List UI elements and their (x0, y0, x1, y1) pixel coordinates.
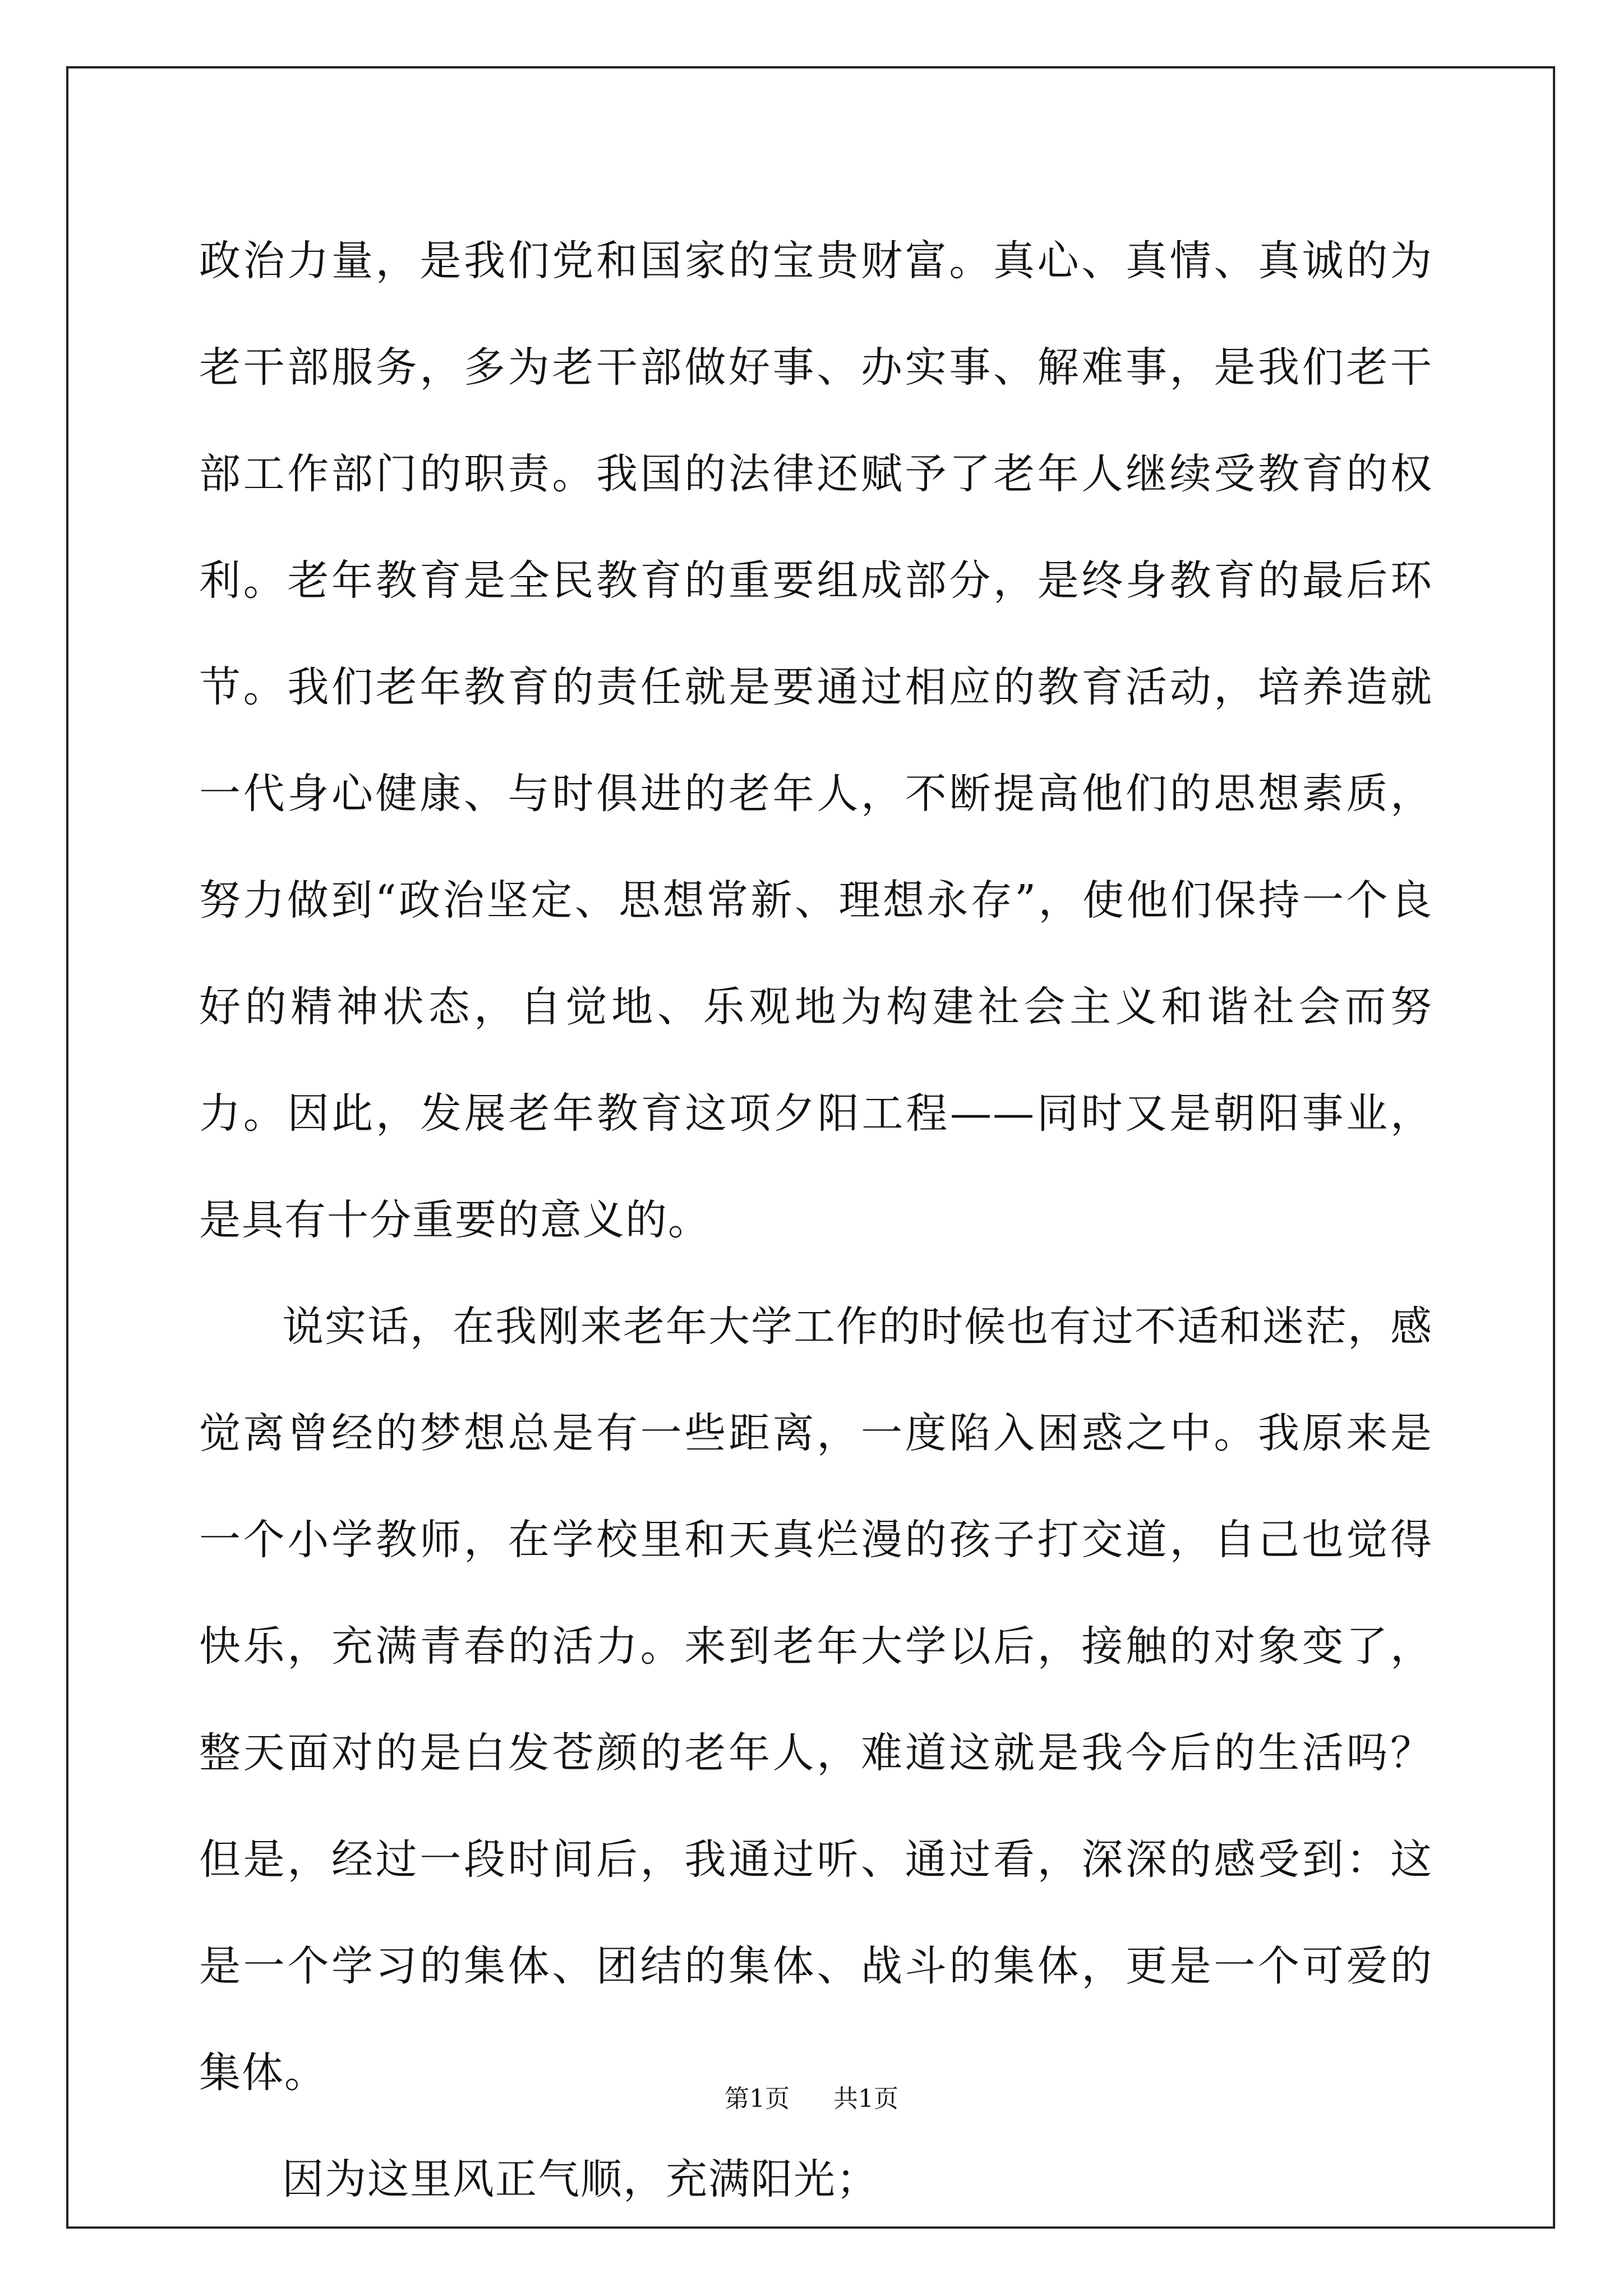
page-total: 共1页 (833, 2085, 898, 2113)
paragraph-2: 说实话，在我刚来老年大学工作的时候也有过不适和迷茫，感觉离曾经的梦想总是有一些距离，一度陷入困惑之中。我原来是一个小学教师，在学校里和天真烂漫的孩子打交道，自己也觉得快乐，充满青春的活力。来到老年大学以后，接触的对象变了，整天面对的是白发苍颜的老年人，难道这就是我今后的生活吗？但是，经过一段时间后，我通过听、通过看，深深的感受到：这是一个学习的集体、团结的集体、战斗的集体，更是一个可爱的集体。 (199, 1303, 1433, 2097)
paragraph-3: 因为这里风正气顺，充满阳光； (282, 2155, 879, 2203)
paragraph-1: 政治力量，是我们党和国家的宝贵财富。真心、真情、真诚的为老干部服务，多为老干部做好事、办实事、解难事，是我们老干部工作部门的职责。我国的法律还赋予了老年人继续受教育的权利。老年教育是全民教育的重要组成部分，是终身教育的最后环节。我们老年教育的责任就是要通过相应的教育活动，培养造就一代身心健康、与时俱进的老年人，不断提高他们的思想素质，努力做到“政治坚定、思想常新、理想永存”，使他们保持一个良好的精神状态，自觉地、乐观地为构建社会主义和谐社会而努力。因此，发展老年教育这项夕阳工程——同时又是朝阳事业，是具有十分重要的意义的。 (199, 237, 1433, 1244)
document-body (199, 208, 1433, 2233)
page-number: 第1页 (725, 2085, 790, 2113)
page-footer (0, 2078, 1623, 2114)
